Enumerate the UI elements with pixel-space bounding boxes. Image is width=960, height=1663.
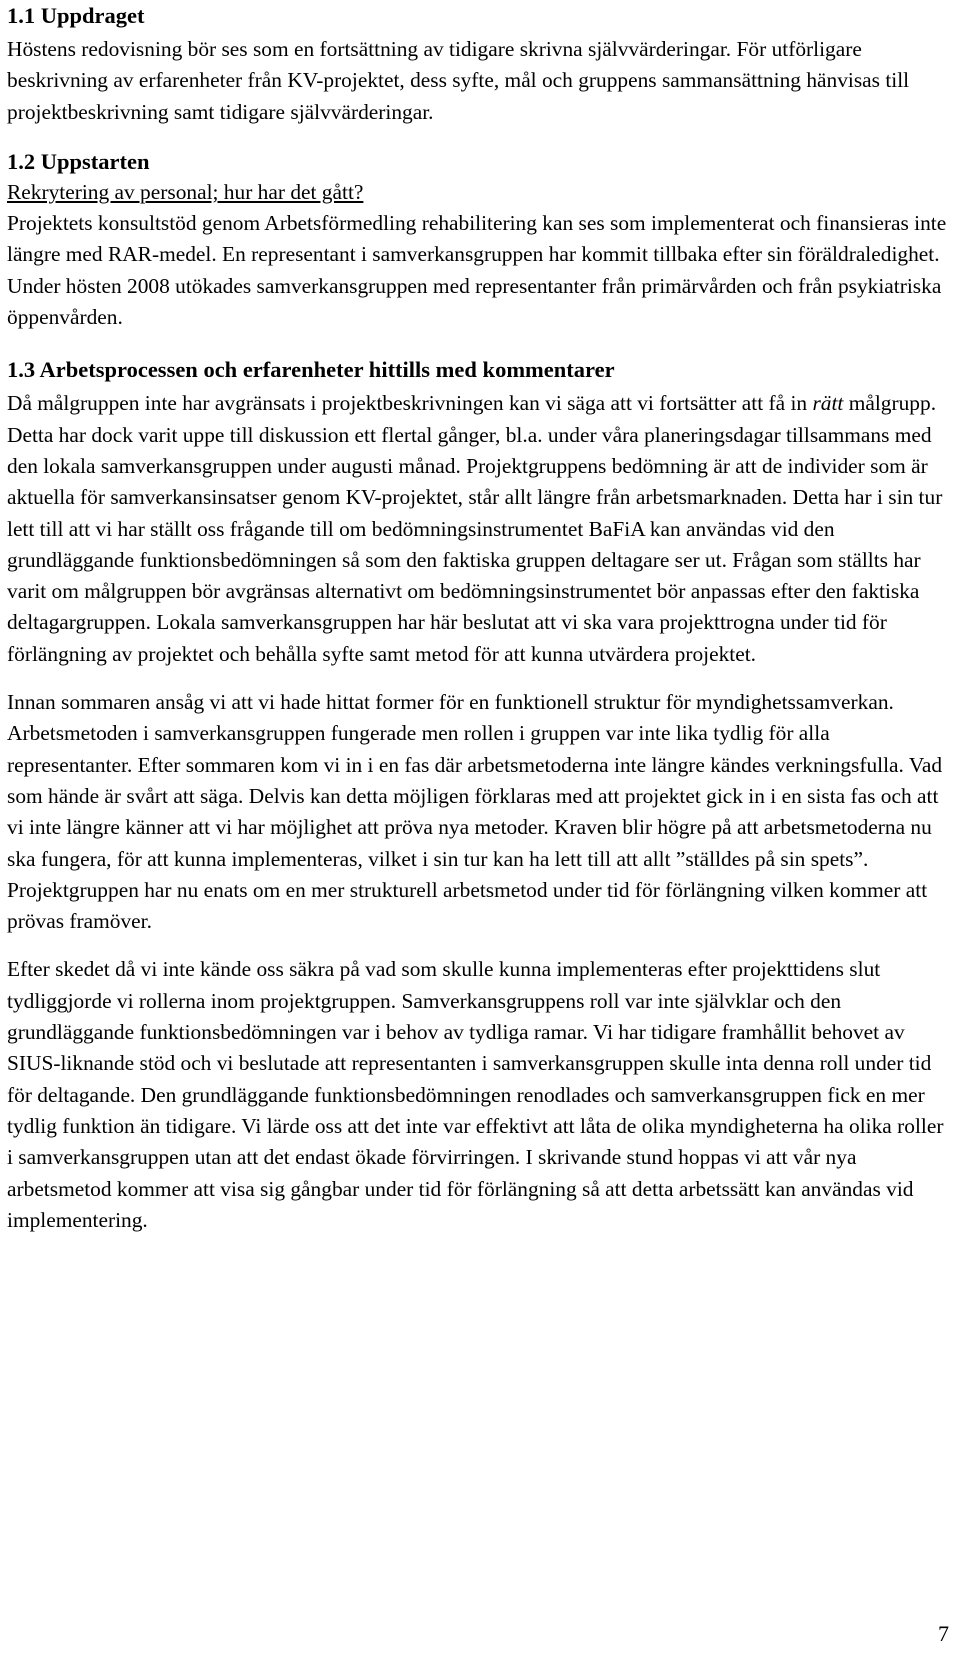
heading-uppdraget: 1.1 Uppdraget: [7, 3, 145, 28]
paragraph-uppdraget: Höstens redovisning bör ses som en fortsättning av tidigare skrivna självvärderingar. För utförligare beskrivning av erfarenheter från KV-projektet, dess syfte, mål och gruppens sammansättning hänvisas till projektbeskrivning samt tidigare självvärderingar.: [7, 37, 910, 124]
subheading-rekrytering: Rekrytering av personal; hur har det gått?: [7, 179, 364, 204]
document-page: [7, 0, 952, 1236]
paragraph-uppstarten: Projektets konsultstöd genom Arbetsförmedling rehabilitering kan ses som implementerat och finansieras inte längre med RAR-medel. En representant i samverkansgruppen har kommit tillbaka efter sin föräldraledighet. Under hösten 2008 utökades samverkansgruppen med representanter från primärvården och från psykiatriska öppenvården.: [7, 211, 947, 330]
page-number: 7: [938, 1621, 949, 1646]
paragraph-innan-sommaren: Innan sommaren ansåg vi att vi hade hittat former för en funktionell struktur för myndighetssamverkan. Arbetsmetoden i samverkansgruppen fungerade men rollen i gruppen var inte lika tydlig för alla representanter. Efter sommaren kom vi in i en fas där arbetsmetoderna inte längre kändes verkningsfulla. Vad som hände är svårt att säga. Delvis kan detta möjligen förklaras med att projektet gick in i en sista fas och att vi inte längre känner att vi har möjlighet att pröva nya metoder. Kraven blir högre på att arbetsmetoderna nu ska fungera, för att kunna implementeras, vilket i sin tur kan ha lett till att allt ”ställdes på sin spets”. Projektgruppen har nu enats om en mer strukturell arbetsmetod under tid för förlängning vilken kommer att prövas framöver.: [7, 690, 943, 934]
paragraph-malgruppen-rest: målgrupp. Detta har dock varit uppe till diskussion ett flertal gånger, bl.a. under våra planeringsdagar tillsammans med den lokala samverkansgruppen under augusti månad. Projektgruppens bedömning är att de individer som är aktuella för samverkansinsatser genom KV-projektet, står allt längre från arbetsmarknaden. Detta har i sin tur lett till att vi har ställt oss frågande till om bedömningsinstrumentet BaFiA kan användas vid den grundläggande funktionsbedömningen så som den faktiska gruppen deltagare ser ut. Frågan som ställts har varit om målgruppen bör avgränsas alternativt om bedömningsinstrumentet bör anpassas efter den faktiska deltagargruppen. Lokala samverkansgruppen har här beslutat att vi ska vara projekttrogna under tid för förlängning av projektet och behålla syfte samt metod för att kunna utvärdera projektet.: [7, 391, 943, 666]
emphasis-ratt: rätt: [812, 391, 844, 416]
paragraph-malgruppen-start: Då målgruppen inte har avgränsats i projektbeskrivningen kan vi säga att vi fortsätter att få in: [7, 391, 813, 416]
paragraph-malgruppen: [7, 388, 952, 670]
heading-uppstarten: 1.2 Uppstarten: [7, 148, 150, 174]
paragraph-efter-skedet: Efter skedet då vi inte kände oss säkra på vad som skulle kunna implementeras efter projekttidens slut tydliggjorde vi rollerna inom projektgruppen. Samverkansgruppens roll var inte självklar och den grundläggande funktionsbedömningen var i behov av tydliga ramar. Vi har tidigare framhållit behovet av SIUS-liknande stöd och vi beslutade att representanten i samverkansgruppen skulle inta denna roll under tid för deltagande. Den grundläggande funktionsbedömningen renodlades och samverkansgruppen fick en mer tydlig funktion än tidigare. Vi lärde oss att det inte var effektivt att låta de olika myndigheterna ha olika roller i samverkansgruppen utan att det endast ökade förvirringen. I skrivande stund hoppas vi att vår nya arbetsmetod kommer att visa sig gångbar under tid för förlängning så att detta arbetssätt kan användas vid implementering.: [7, 957, 944, 1232]
heading-arbetsprocessen: 1.3 Arbetsprocessen och erfarenheter hittills med kommentarer: [7, 357, 615, 383]
